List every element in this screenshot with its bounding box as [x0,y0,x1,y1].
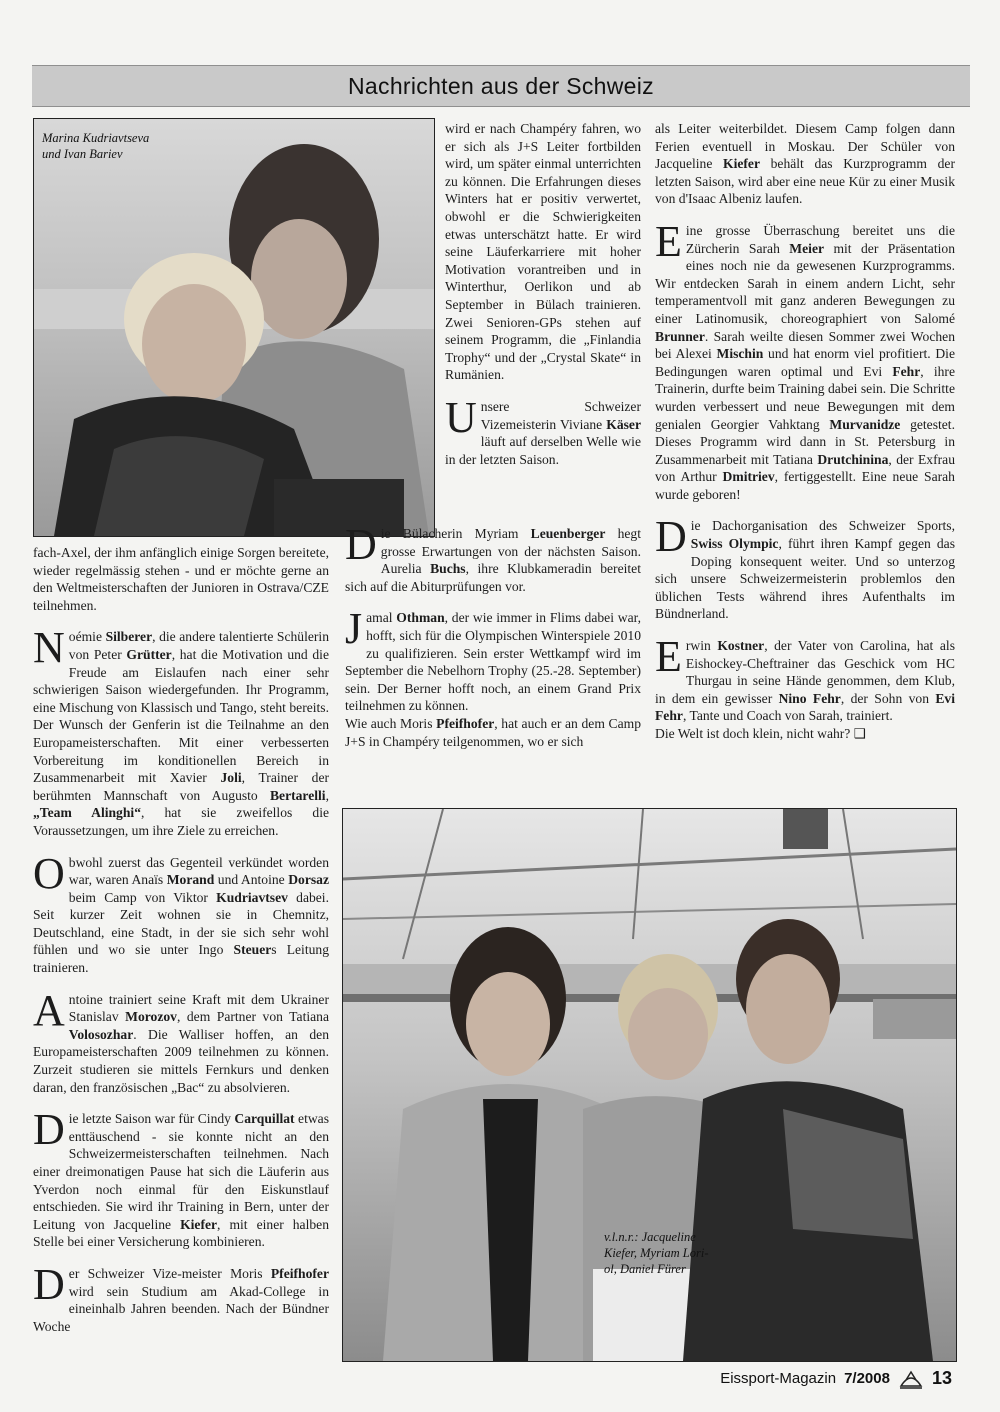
column-3 [655,120,955,757]
paragraph: Die letzte Saison war für Cindy Carquillat etwas enttäuschend - sie konnte nicht an den Schweizermeisterschaften teilnehmen. Nach einer dreimonatigen Pause hat sich die Läuferin aus Yverdon noch einmal für den Eiskunstlauf entschieden. Sie wird ihr Training in Bern, unter der Leitung von Jacqueline Kiefer, mit einer halben Stelle bei einer Versicherung kombinieren. [33,1105,329,1250]
caption-line: und Ivan Bariev [42,147,123,161]
paragraph: Der Schweizer Vize-meister Moris Pfeifhofer wird sein Studium am Akad-College in eineinhalb Jahren beenden. Nach der Bündner Woche [33,1259,329,1334]
paragraph: wird er nach Champéry fahren, wo er sich als J+S Leiter fortbilden wird, um später einmal unterrichten zu können. Die Erfahrungen dieses Winters hat er positiv verwertet, obwohl er die Schwierigkeiten etwas unterschätzt hatte. Er wird seine Läuferkarriere mit hoher Motivation vorantreiben und in Winterthur, Oerlikon und ab September in Bülach trainieren. Zwei Senioren-GPs stehen auf seinem Programm, die „Finlandia Trophy“ und der „Crystal Skate“ in Rumänien. [445,121,641,383]
drop-cap: D [345,520,377,569]
drop-cap: E [655,216,682,266]
drop-cap: U [445,392,477,442]
column-2-wide [345,520,641,764]
column-2 [445,120,641,482]
drop-cap: D [655,512,687,562]
issue-number: 7/2008 [844,1369,890,1387]
caption-line: v.l.n.r.: Jacqueline [604,1230,696,1244]
paragraph: Eine grosse Überraschung bereitet uns die Zürcherin Sarah Meier mit der Präsentation eines noch nie da gewesenen Kurzprogramms. Wir entdecken Sarah in einem andern Licht, sehr temperamentvoll mit ganz anderen Bewegungen zu einer Latinomusik, choreographiert von Salomé Brunner. Sarah weilte diesen Sommer zwei Wochen bei Alexei Mischin und hat enorm viel profitiert. Die Bedingungen waren optimal und Evi Fehr, ihre Trainerin, durfte beim Training dabei sein. Die Schritte wurden verbessert und neue Bewegungen mit dem genialen Georgier Vahktang Murvanidze getestet. Dieses Programm wird dann in St. Petersburg in Zusammenarbeit mit Tatiana Drutchinina, der Exfrau von Arthur Dmitriev, fertiggestellt. Eine neue Sarah wurde geboren! [655,216,955,502]
drop-cap: E [655,632,682,682]
paragraph: Erwin Kostner, der Vater von Carolina, hat als Eishockey-Cheftrainer das Geschick vom HC Thurgau in seine Hände genommen, dem Klub, in dem ein gewisser Nino Fehr, der Sohn von Evi Fehr, Tante und Coach von Sarah, trainiert. Die Welt ist doch klein, nicht wahr? ❑ [655,632,955,741]
paragraph: fach-Axel, der ihm anfänglich einige Sorgen bereitete, wieder regelmässig stehen - und er möchte gerne an den Weltmeisterschaften der Junioren in Ostrava/CZE teilnehmen. [33,545,329,613]
drop-cap: A [33,985,65,1035]
photo-kiefer-loriol-fuerer [342,808,957,1362]
photo-1-caption [42,130,149,162]
drop-cap: D [33,1259,65,1309]
paragraph: Antoine trainiert seine Kraft mit dem Ukrainer Stanislav Morozov, dem Partner von Tatiana Volosozhar. Die Walliser hoffen, an den Europameisterschaften 2009 teilnehmen zu können. Zurzeit studieren sie mittels Fernkurs und denken daran, den französischen „Bac“ zu absolvieren. [33,985,329,1095]
drop-cap: J [345,604,363,654]
paragraph: Die Bülacherin Myriam Leuenberger hegt grosse Erwartungen von der nächsten Saison. Aurelia Buchs, ihre Klubkameradin bereitet sich auf die Abiturprüfungen vor. [345,520,641,594]
caption-line: Kiefer, Myriam Lori- [604,1246,709,1260]
page-number: 13 [931,1367,952,1388]
paragraph: Wie auch Moris Pfeifhofer, hat auch er an dem Camp J+S in Champéry teilgenommen, wo er sich [345,715,641,749]
paragraph: Unsere Schweizer Vizemeisterin Viviane Käser läuft auf derselben Welle wie in der letzten Saison. [445,392,641,467]
skater-logo-icon [898,1366,924,1390]
paragraph: Die Dachorganisation des Schweizer Sports, Swiss Olympic, führt ihren Kampf gegen das Doping konsequent weiter. Und so unterzog sich unsere Schweizermeisterin problemlos den üblichen Tests während ihres Aufenthalts im Bündnerland. [655,512,955,622]
photo-kudriavtseva-bariev [33,118,435,537]
section-header [32,65,970,107]
paragraph: als Leiter weiterbildet. Diesem Camp folgen dann Ferien eventuell in Moskau. Der Schüler von Jacqueline Kiefer behält das Kurzprogramm der letzten Saison, wird aber eine neue Kür zu einer Musik von d'Isaac Albeniz laufen. [655,121,955,207]
page-footer [720,1366,952,1390]
drop-cap: O [33,848,65,898]
drop-cap: D [33,1105,65,1155]
photo-2-image [343,809,956,1361]
paragraph: Jamal Othman, der wie immer in Flims dabei war, hofft, sich für die Olympischen Winterspiele 2010 zu qualifizieren. Sein erster Wettkampf wird im September die Nebelhorn Trophy (25.-28. September) sein. Der Berner hofft noch, an einem Grand Prix teilnehmen zu können. [345,604,641,714]
column-1 [33,544,329,1349]
photo-1-image [34,119,434,536]
paragraph: Obwohl zuerst das Gegenteil verkündet worden war, waren Anaïs Morand und Antoine Dorsaz beim Camp von Viktor Kudriavtsev dabei. Seit kurzer Zeit wohnen sie in Chemnitz, Deutschland, eine Stadt, in der sie sich sehr wohl fühlen und wo sie unter Ingo Steuers Leitung trainieren. [33,848,329,976]
drop-cap: N [33,623,65,673]
photo-2-caption [604,1229,709,1277]
magazine-name: Eissport-Magazin [720,1369,837,1387]
paragraph: Noémie Silberer, die andere talentierte Schülerin von Peter Grütter, hat die Motivation und die Freude am Eislaufen nach einer sehr schwierigen Saison wiedergefunden. Ihr Programm, eine Mischung von Klassisch und Tango, steht bereits. Der Wunsch der Genferin ist die Teilnahme an den Europameisterschaften. Mit einer verbesserten Vorbereitung im konditionellen Bereich in Zusammenarbeit mit Xavier Joli, Trainer der berühmten Mannschaft von Augusto Bertarelli, „Team Alinghi“, hat sie zweifellos die Voraussetzungen, um ihre Ziele zu erreichen. [33,623,330,838]
end-mark-icon: ❑ [853,726,866,741]
section-title: Nachrichten aus der Schweiz [348,73,654,99]
caption-line: Marina Kudriavtseva [42,131,150,145]
caption-line: ol, Daniel Fürer [604,1262,686,1276]
